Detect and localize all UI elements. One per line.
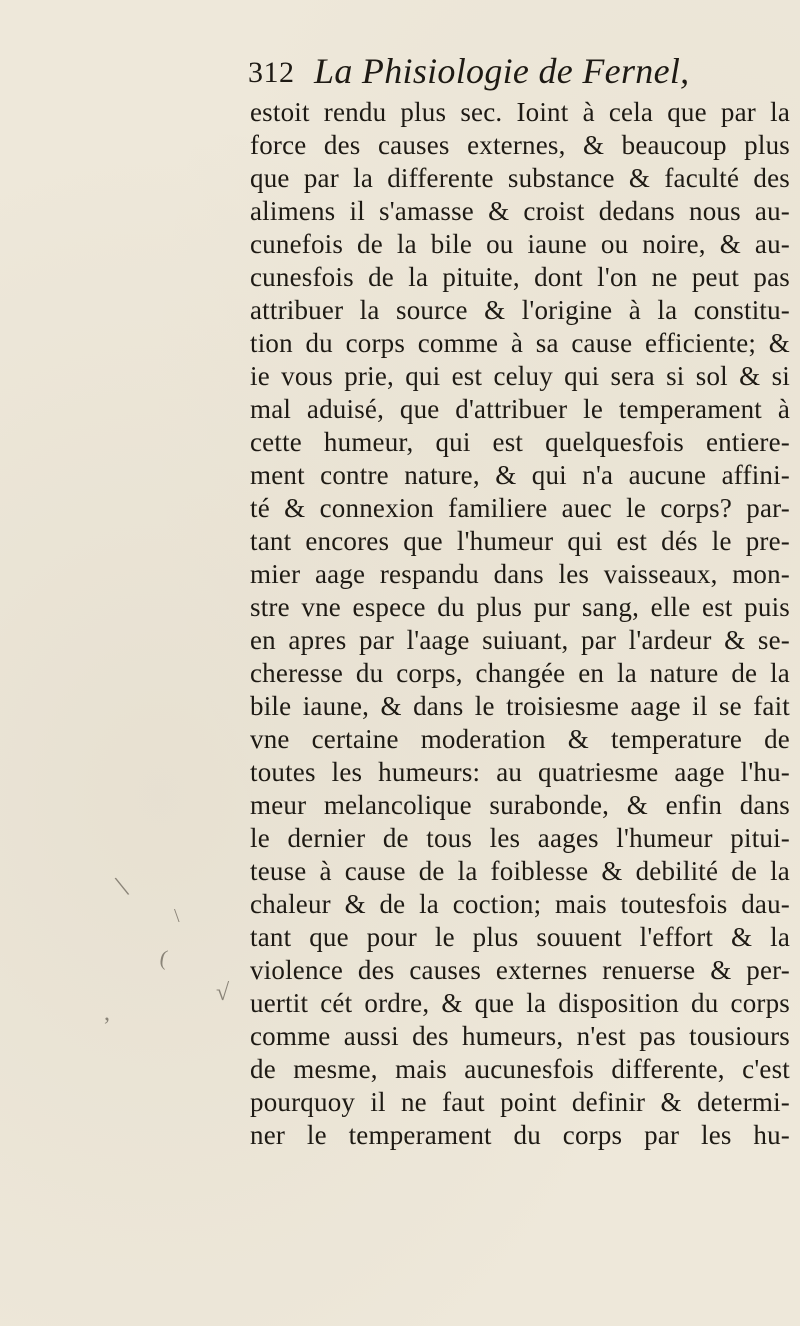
text-line: pourquoy il ne faut point definir & determi-: [250, 1087, 790, 1117]
text-line: teuse à cause de la foiblesse & debilité de la: [250, 856, 790, 886]
page-number: 312: [248, 56, 295, 89]
text-line: bile iaune, & dans le troisiesme aage il se fait: [250, 691, 790, 721]
text-line: violence des causes externes renuerse & per-: [250, 955, 790, 985]
margin-mark: √: [216, 980, 230, 1006]
text-line: comme aussi des humeurs, n'est pas tousiours: [250, 1021, 790, 1051]
text-line: uertit cét ordre, & que la disposition du corps: [250, 988, 790, 1018]
text-line: vne certaine moderation & temperature de: [250, 724, 790, 754]
text-line: tant encores que l'humeur qui est dés le pre-: [250, 526, 790, 556]
text-line: meur melancolique surabonde, & enfin dans: [250, 790, 790, 820]
text-line: tion du corps comme à sa cause efficiente; &: [250, 328, 790, 358]
margin-mark: \: [112, 869, 132, 904]
text-line: cette humeur, qui est quelquesfois entiere-: [250, 427, 790, 457]
text-line: alimens il s'amasse & croist dedans nous au-: [250, 196, 790, 226]
body-text: [250, 96, 790, 1152]
margin-mark: \: [174, 905, 180, 927]
text-line: té & connexion familiere auec le corps? par-: [250, 493, 790, 523]
text-line: de mesme, mais aucunesfois differente, c'est: [250, 1054, 790, 1084]
margin-mark: (: [157, 944, 170, 971]
text-line: force des causes externes, & beaucoup plus: [250, 130, 790, 160]
text-line: ment contre nature, & qui n'a aucune affini-: [250, 460, 790, 490]
margin-mark: ,: [104, 1000, 110, 1026]
text-line: toutes les humeurs: au quatriesme aage l'hu-: [250, 757, 790, 787]
text-line: en apres par l'aage suiuant, par l'ardeur & se-: [250, 625, 790, 655]
running-head: [248, 50, 690, 94]
text-line: ie vous prie, qui est celuy qui sera si sol & si: [250, 361, 790, 391]
text-line: stre vne espece du plus pur sang, elle est puis: [250, 592, 790, 622]
text-line: cheresse du corps, changée en la nature de la: [250, 658, 790, 688]
text-line: chaleur & de la coction; mais toutesfois dau-: [250, 889, 790, 919]
text-line: attribuer la source & l'origine à la constitu-: [250, 295, 790, 325]
text-line: tant que pour le plus souuent l'effort & la: [250, 922, 790, 952]
text-line: cunefois de la bile ou iaune ou noire, & au-: [250, 229, 790, 259]
text-line: estoit rendu plus sec. Ioint à cela que par la: [250, 97, 790, 127]
text-line: ner le temperament du corps par les hu-: [250, 1120, 790, 1150]
text-line: mier aage respandu dans les vaisseaux, mon-: [250, 559, 790, 589]
text-line: que par la differente substance & faculté des: [250, 163, 790, 193]
text-line: le dernier de tous les aages l'humeur pitui-: [250, 823, 790, 853]
book-title: La Phisiologie de Fernel,: [314, 51, 690, 91]
text-line: cunesfois de la pituite, dont l'on ne peut pas: [250, 262, 790, 292]
text-line: mal aduisé, que d'attribuer le temperament à: [250, 394, 790, 424]
